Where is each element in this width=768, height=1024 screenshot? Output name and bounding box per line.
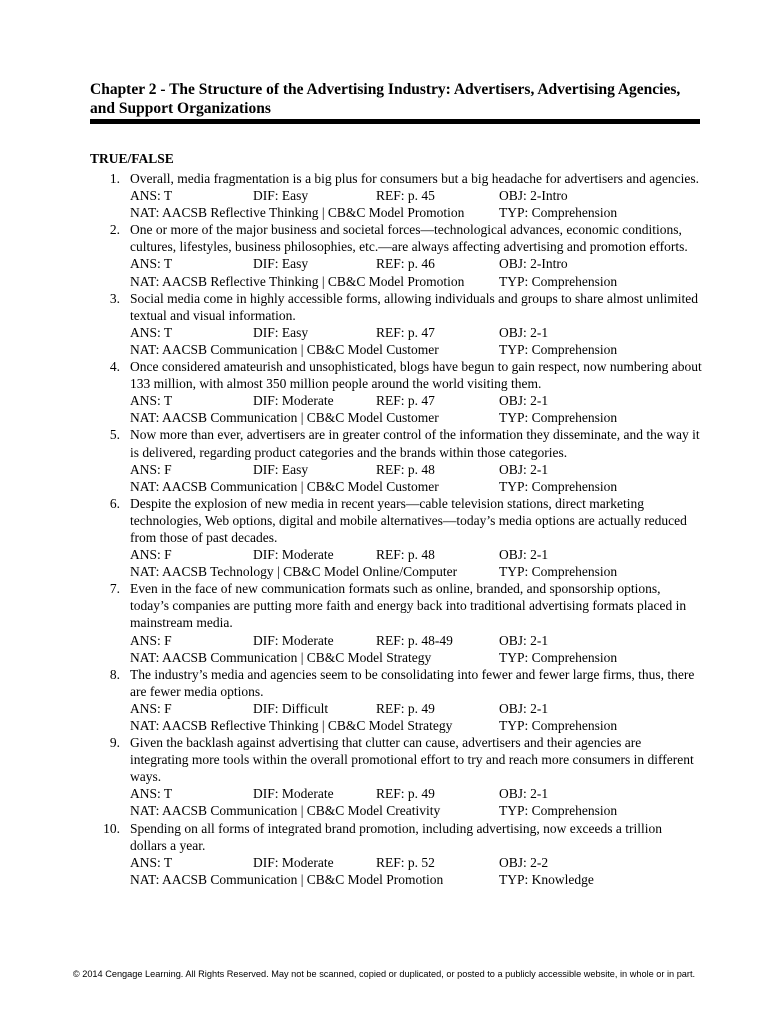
difficulty: DIF: Moderate bbox=[253, 632, 334, 648]
question-text: Social media come in highly accessible forms, allowing individuals and groups to share almost unlimited textual and visual information. bbox=[130, 290, 699, 323]
objective: OBJ: 2-1 bbox=[499, 700, 549, 716]
standards-meta-row bbox=[130, 478, 702, 495]
reference: REF: p. 46 bbox=[376, 256, 435, 272]
national-standard: NAT: AACSB Reflective Thinking | CB&C Model Promotion bbox=[130, 205, 465, 221]
answer-meta-row bbox=[130, 632, 702, 649]
standards-meta-row bbox=[130, 341, 702, 358]
answer: ANS: F bbox=[130, 632, 172, 648]
difficulty: DIF: Moderate bbox=[253, 393, 334, 409]
national-standard: NAT: AACSB Communication | CB&C Model Customer bbox=[130, 410, 439, 426]
national-standard: NAT: AACSB Communication | CB&C Model Customer bbox=[130, 478, 439, 494]
standards-meta-row bbox=[130, 204, 702, 221]
difficulty: DIF: Easy bbox=[253, 188, 309, 204]
question-number: 8. bbox=[109, 666, 120, 682]
question-type: TYP: Comprehension bbox=[499, 273, 618, 289]
reference: REF: p. 52 bbox=[376, 854, 435, 870]
question-number: 2. bbox=[109, 222, 120, 238]
question-type: TYP: Comprehension bbox=[499, 478, 618, 494]
reference: REF: p. 49 bbox=[376, 786, 435, 802]
question-number: 6. bbox=[109, 495, 120, 511]
standards-meta-row bbox=[130, 717, 702, 734]
reference: REF: p. 48-49 bbox=[376, 632, 453, 648]
answer-meta-row bbox=[130, 461, 702, 478]
objective: OBJ: 2-1 bbox=[499, 632, 549, 648]
question-item bbox=[90, 358, 702, 426]
national-standard: NAT: AACSB Communication | CB&C Model Strategy bbox=[130, 649, 432, 665]
answer-meta-row bbox=[130, 546, 702, 563]
answer-meta-row bbox=[130, 854, 702, 871]
answer-meta-row bbox=[130, 255, 702, 272]
reference: REF: p. 48 bbox=[376, 547, 435, 563]
question-text: Despite the explosion of new media in recent years—cable television stations, direct marketing technologies, Web options, digital and mobile alternatives—today’s media options are actually reduced from those of past decades. bbox=[130, 495, 687, 545]
question-number: 10. bbox=[103, 820, 120, 836]
question-type: TYP: Comprehension bbox=[499, 803, 618, 819]
question-type: TYP: Comprehension bbox=[499, 205, 618, 221]
reference: REF: p. 45 bbox=[376, 188, 435, 204]
question-text: Overall, media fragmentation is a big plus for consumers but a big headache for advertisers and agencies. bbox=[130, 171, 700, 186]
question-list bbox=[90, 170, 702, 888]
answer: ANS: T bbox=[130, 188, 173, 204]
question-text: Spending on all forms of integrated brand promotion, including advertising, now exceeds a trillion dollars a year. bbox=[130, 820, 663, 853]
section-heading: TRUE/FALSE bbox=[90, 151, 174, 166]
question-type: TYP: Comprehension bbox=[499, 718, 618, 733]
difficulty: DIF: Difficult bbox=[253, 700, 329, 716]
question-item bbox=[90, 170, 702, 221]
national-standard: NAT: AACSB Communication | CB&C Model Creativity bbox=[130, 803, 441, 819]
objective: OBJ: 2-Intro bbox=[499, 256, 568, 272]
national-standard: NAT: AACSB Communication | CB&C Model Customer bbox=[130, 341, 439, 357]
objective: OBJ: 2-1 bbox=[499, 324, 549, 340]
question-type: TYP: Comprehension bbox=[499, 341, 618, 357]
question-item bbox=[90, 666, 702, 734]
question-type: TYP: Comprehension bbox=[499, 564, 618, 580]
question-text: Given the backlash against advertising that clutter can cause, advertisers and their agencies are integrating more tools within the overall promotional effort to try and reach more consumers in different ways. bbox=[130, 735, 694, 785]
question-number: 7. bbox=[109, 581, 120, 597]
national-standard: NAT: AACSB Communication | CB&C Model Promotion bbox=[130, 871, 444, 887]
answer-meta-row bbox=[130, 324, 702, 341]
objective: OBJ: 2-1 bbox=[499, 786, 549, 802]
question-text: Once considered amateurish and unsophisticated, blogs have begun to gain respect, now numbering about 133 million, with almost 350 million people around the world visiting them. bbox=[130, 359, 702, 392]
standards-meta-row bbox=[130, 802, 702, 819]
national-standard: NAT: AACSB Technology | CB&C Model Online/Computer bbox=[130, 564, 458, 580]
copyright-footer: © 2014 Cengage Learning. All Rights Reserved. May not be scanned, copied or duplicated, or posted to a publicly accessible website, in whole or in part. bbox=[72, 969, 696, 979]
question-text: The industry’s media and agencies seem to be consolidating into fewer and fewer large firms, thus, there are fewer media options. bbox=[130, 666, 695, 699]
question-number: 5. bbox=[109, 427, 120, 443]
question-text: Even in the face of new communication formats such as online, branded, and sponsorship options, today’s companies are putting more faith and energy back into traditional advertising formats placed in mainstream media. bbox=[130, 581, 687, 631]
title-rule bbox=[90, 119, 700, 124]
standards-meta-row bbox=[130, 563, 702, 580]
question-item bbox=[90, 426, 702, 494]
question-number: 9. bbox=[109, 735, 120, 751]
objective: OBJ: 2-2 bbox=[499, 854, 549, 870]
standards-meta-row bbox=[130, 409, 702, 426]
objective: OBJ: 2-Intro bbox=[499, 188, 568, 204]
answer-meta-row bbox=[130, 785, 702, 802]
question-number: 1. bbox=[109, 171, 120, 186]
answer: ANS: T bbox=[130, 256, 173, 272]
answer: ANS: F bbox=[130, 461, 172, 477]
answer: ANS: T bbox=[130, 393, 173, 409]
answer-meta-row bbox=[130, 392, 702, 409]
question-number: 3. bbox=[109, 290, 120, 306]
national-standard: NAT: AACSB Reflective Thinking | CB&C Model Promotion bbox=[130, 273, 465, 289]
standards-meta-row bbox=[130, 871, 702, 888]
question-item bbox=[90, 820, 702, 888]
reference: REF: p. 48 bbox=[376, 461, 435, 477]
difficulty: DIF: Easy bbox=[253, 256, 309, 272]
question-item bbox=[90, 495, 702, 580]
reference: REF: p. 49 bbox=[376, 700, 435, 716]
question-type: TYP: Comprehension bbox=[499, 649, 618, 665]
answer: ANS: T bbox=[130, 854, 173, 870]
difficulty: DIF: Easy bbox=[253, 461, 309, 477]
answer: ANS: T bbox=[130, 786, 173, 802]
chapter-title: Chapter 2 - The Structure of the Advertising Industry: Advertisers, Advertising Agencies, and Support Organizations bbox=[90, 81, 681, 117]
reference: REF: p. 47 bbox=[376, 393, 435, 409]
question-text: Now more than ever, advertisers are in greater control of the information they disseminate, and the way it is delivered, regarding product categories and the brands within those categories. bbox=[130, 427, 700, 460]
question-item bbox=[90, 580, 702, 665]
answer: ANS: F bbox=[130, 700, 172, 716]
question-number: 4. bbox=[109, 359, 120, 375]
difficulty: DIF: Moderate bbox=[253, 854, 334, 870]
difficulty: DIF: Easy bbox=[253, 324, 309, 340]
question-type: TYP: Comprehension bbox=[499, 410, 618, 426]
national-standard: NAT: AACSB Reflective Thinking | CB&C Model Strategy bbox=[130, 718, 453, 733]
answer: ANS: F bbox=[130, 547, 172, 563]
objective: OBJ: 2-1 bbox=[499, 393, 549, 409]
question-item bbox=[90, 734, 702, 819]
question-type: TYP: Knowledge bbox=[499, 871, 594, 887]
reference: REF: p. 47 bbox=[376, 324, 435, 340]
difficulty: DIF: Moderate bbox=[253, 786, 334, 802]
answer-meta-row bbox=[130, 700, 702, 717]
objective: OBJ: 2-1 bbox=[499, 461, 549, 477]
answer-meta-row bbox=[130, 187, 702, 204]
answer: ANS: T bbox=[130, 324, 173, 340]
difficulty: DIF: Moderate bbox=[253, 547, 334, 563]
question-item bbox=[90, 221, 702, 289]
objective: OBJ: 2-1 bbox=[499, 547, 549, 563]
standards-meta-row bbox=[130, 649, 702, 666]
standards-meta-row bbox=[130, 273, 702, 290]
question-text: One or more of the major business and societal forces—technological advances, economic conditions, cultures, lifestyles, business philosophies, etc.—are always affecting advertising and promotion efforts. bbox=[130, 222, 688, 255]
question-item bbox=[90, 290, 702, 358]
